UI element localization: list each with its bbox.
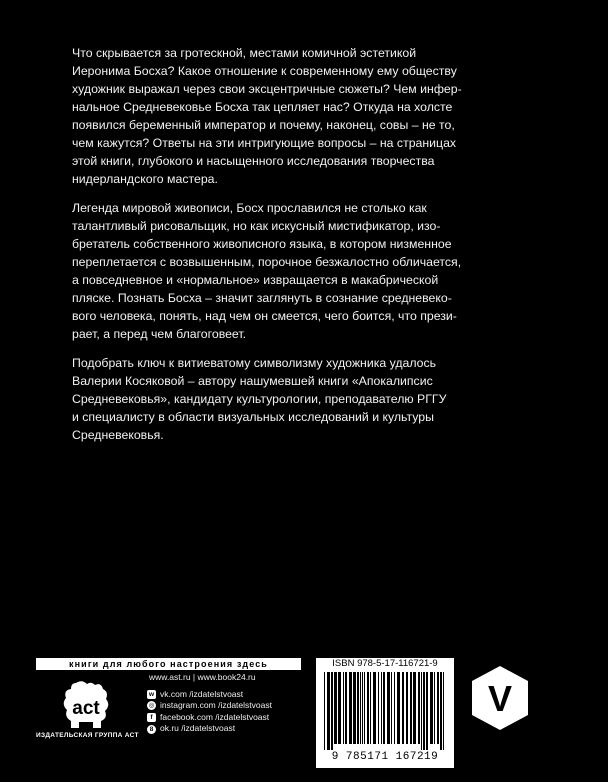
instagram-icon: ◎	[148, 702, 155, 710]
barcode-bar	[383, 672, 385, 744]
facebook-icon: f	[147, 713, 156, 722]
barcode-bar	[413, 672, 416, 744]
isbn-number: ISBN 978-5-17-116721-9	[332, 658, 438, 669]
ok-icon: 8	[147, 725, 156, 734]
social-link-text: instagram.com /izdatelstvoast	[160, 700, 272, 711]
social-link-ok	[147, 723, 307, 735]
barcode-bar	[381, 672, 382, 744]
barcode-bar	[423, 672, 425, 750]
barcode	[322, 672, 448, 750]
barcode-bar	[426, 672, 428, 750]
barcode-bar	[410, 672, 412, 744]
social-link-text: vk.com /izdatelstvoast	[160, 688, 244, 699]
description-paragraph-3: Подобрать ключ к витиеватому символизму художника удалось Валерии Косяковой – автору нашумевшей книги «Апокалипсис Средневековья», кандидату культурологии, преподавателю РГГУ и специалисту в области визуальных исследований и культуры Средневековья.	[72, 356, 447, 442]
barcode-bar	[327, 672, 330, 750]
social-link-text: ok.ru /izdatelstvoast	[160, 723, 236, 734]
barcode-bar	[362, 672, 363, 744]
social-link-facebook	[147, 712, 307, 724]
barcode-bar	[373, 672, 376, 744]
description-paragraph-1: Что скрывается за гротескной, местами комичной эстетикой Иеронима Босха? Какое отношение к современному ему обществу художник выражал через свои эксцентричные сюжеты? Чем инфер- нальное Средневековье Босха так цепляет нас? Откуда на холсте появился беременный император и почему, наконец, совы – не то, чем кажутся? Ответы на эти интригующие вопросы – на страницах этой книги, глубокого и насыщенного исследования творчества нидерландского мастера.	[72, 46, 462, 186]
series-v-logo	[470, 664, 530, 732]
back-cover-description	[72, 44, 542, 455]
social-link-vk	[147, 689, 307, 701]
barcode-bar	[343, 672, 344, 744]
barcode-bar	[370, 672, 371, 744]
barcode-bar	[367, 672, 369, 744]
barcode-bar	[391, 672, 392, 744]
barcode-bar	[406, 672, 408, 744]
publisher-caption: ИЗДАТЕЛЬСКАЯ ГРУППА АСТ	[36, 732, 139, 739]
description-paragraph-2: Легенда мировой живописи, Босх прославился не столько как талантливый рисовальщик, но как искусный мистификатор, изо- бретатель собственного живописного языка, в котором низменное переплетается с возвышенным, порочное безжалостно обличается, а повседневное и «нормальное» извращается в макабрической пляске. Познать Босха – значит заглянуть в сознание средневеко- вого человека, понять, над чем он смеется, чего боится, что прези- рает, а перед чем благоговеет.	[72, 201, 462, 341]
barcode-bar	[378, 672, 379, 744]
barcode-bar	[387, 672, 390, 744]
publisher-links	[147, 672, 307, 735]
barcode-bar	[360, 672, 361, 744]
isbn-barcode-panel	[316, 658, 454, 768]
barcode-bar	[331, 672, 333, 750]
barcode-bar	[434, 672, 435, 744]
publisher-logo-block	[36, 680, 139, 750]
barcode-bar	[402, 672, 404, 744]
publisher-logo	[60, 680, 112, 730]
barcode-digits: 9 785171 167219	[331, 751, 439, 763]
website-links: www.ast.ru | www.book24.ru	[149, 672, 256, 682]
barcode-bar	[345, 672, 347, 744]
series-logo-letter: V	[487, 678, 513, 719]
barcode-bar	[397, 672, 400, 744]
barcode-bar	[357, 672, 359, 744]
publisher-logo-text: act	[72, 698, 100, 719]
barcode-bar	[349, 672, 352, 744]
tagline-banner: книги для любого настроения здесь	[36, 658, 301, 670]
barcode-bar	[353, 672, 356, 744]
barcode-bar	[394, 672, 395, 744]
barcode-bar	[338, 672, 341, 744]
barcode-bar	[418, 672, 420, 744]
barcode-bar	[324, 672, 325, 750]
barcode-bar	[443, 672, 444, 750]
vk-icon: w	[148, 690, 155, 698]
barcode-bar	[430, 672, 433, 744]
barcode-bar	[334, 672, 337, 744]
social-link-instagram	[147, 700, 307, 712]
social-link-text: facebook.com /izdatelstvoast	[160, 711, 270, 722]
barcode-bar	[364, 672, 365, 744]
barcode-bar	[440, 672, 442, 750]
barcode-bar	[421, 672, 422, 750]
barcode-bar	[437, 672, 439, 744]
